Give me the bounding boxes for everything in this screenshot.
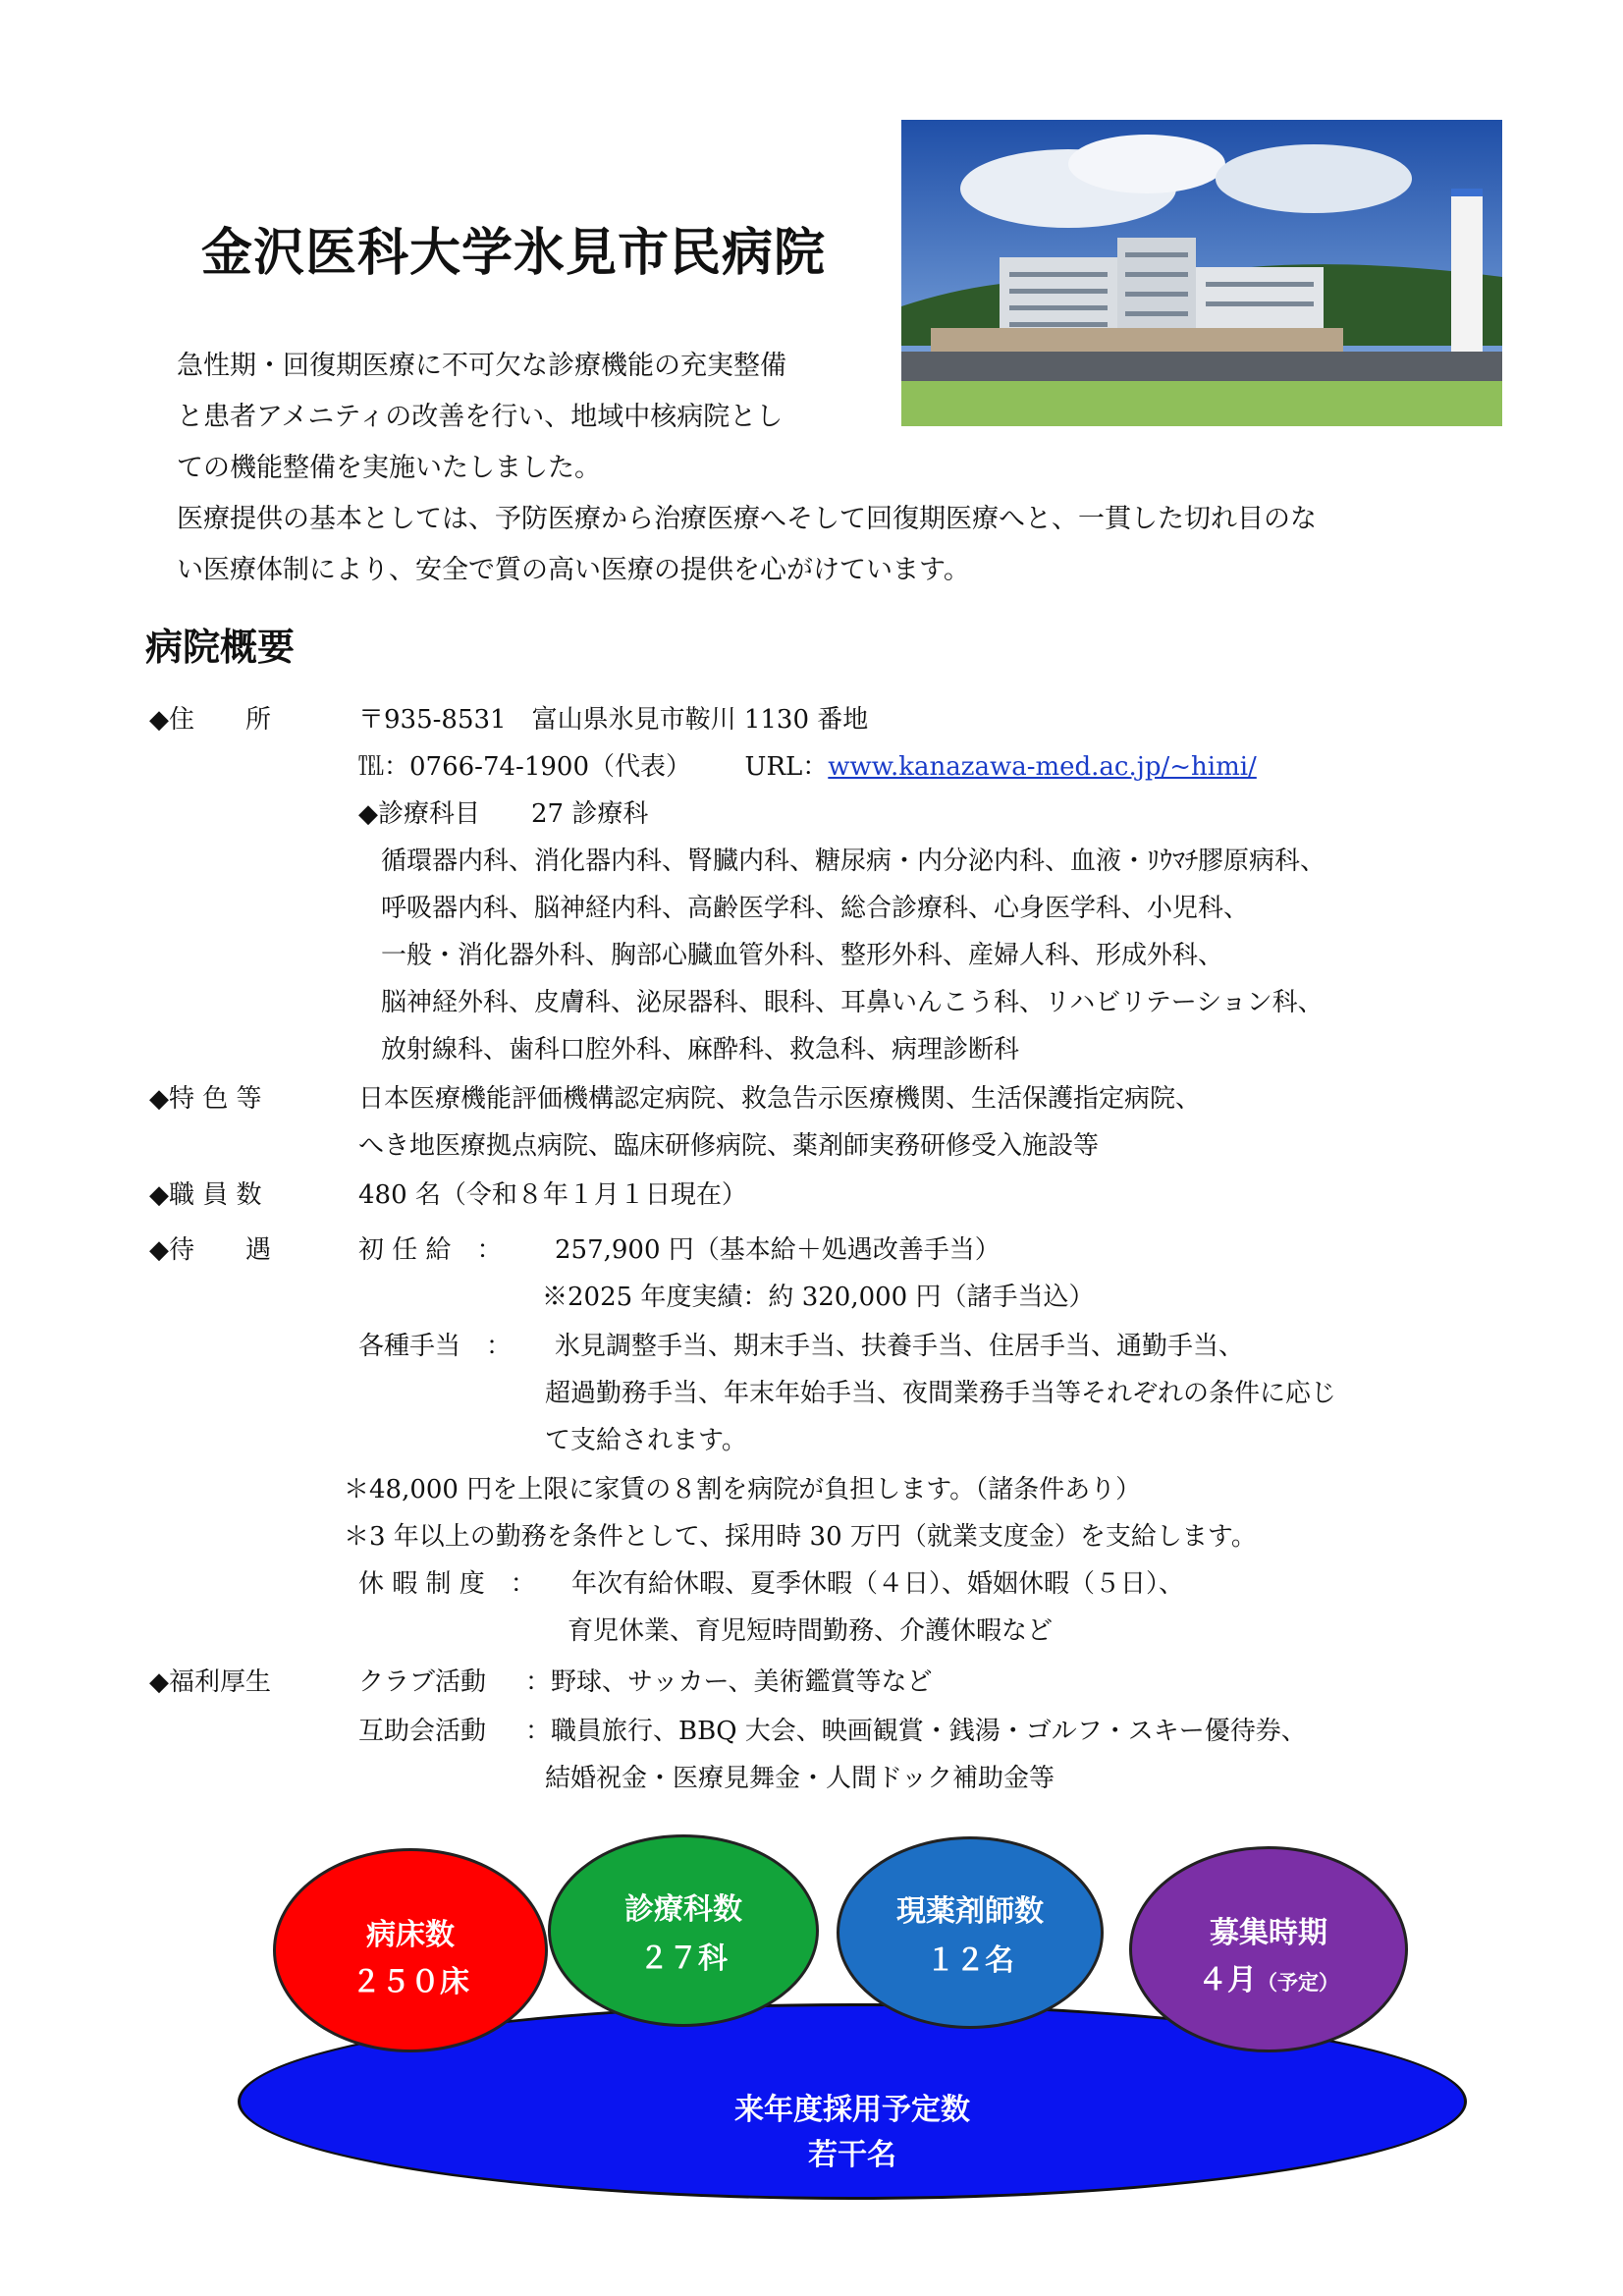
beds-circle bbox=[273, 1848, 548, 2052]
mutual-line: 結婚祝金・医療見舞金・人間ドック補助金等 bbox=[545, 1764, 1055, 1793]
departments-count-title: 診療科数 bbox=[624, 1892, 742, 1927]
salary-label: 初 任 給 ： bbox=[358, 1235, 503, 1265]
intro-line: い医療体制により、安全で質の高い医療の提供を心がけています。 bbox=[177, 555, 970, 585]
allowance-label: 各種手当 ： bbox=[358, 1332, 513, 1361]
address-postal: 〒935-8531 富山県氷見市鞍川 1130 番地 bbox=[358, 705, 869, 735]
recruit-title: 来年度採用予定数 bbox=[734, 2093, 970, 2127]
pharmacists-value: １２名 bbox=[926, 1943, 1014, 1978]
mutual-line: ：職員旅行、BBQ 大会、映画観賞・銭湯・ゴルフ・スキー優待券、 bbox=[525, 1717, 1307, 1746]
treatment-label: ◆待 遇 bbox=[149, 1235, 271, 1265]
features-line: 日本医療機能評価機構認定病院、救急告示医療機関、生活保護指定病院、 bbox=[358, 1084, 1202, 1114]
staff-count: 480 名（令和８年１月１日現在） bbox=[358, 1180, 747, 1210]
intro-line: ての機能整備を実施いたしました。 bbox=[177, 453, 601, 483]
departments-line: 一般・消化器外科、胸部心臓血管外科、整形外科、産婦人科、形成外科、 bbox=[381, 941, 1224, 970]
departments-line: 脳神経外科、皮膚科、泌尿器科、眼科、耳鼻いんこう科、リハビリテーション科、 bbox=[381, 988, 1324, 1017]
intro-line: 医療提供の基本としては、予防医療から治療医療へそして回復期医療へと、一貫した切れ目のな bbox=[177, 504, 1317, 534]
features-label: ◆特 色 等 bbox=[149, 1084, 262, 1114]
hospital-url-link[interactable]: www.kanazawa-med.ac.jp/~himi/ bbox=[828, 752, 1257, 782]
departments-line: 呼吸器内科、脳神経内科、高齢医学科、総合診療科、心身医学科、小児科、 bbox=[381, 894, 1250, 923]
salary-note: ※2025 年度実績：約 320,000 円（諸手当込） bbox=[542, 1283, 1095, 1312]
recruit-period-circle bbox=[1129, 1846, 1408, 2052]
beds-value: ２５０床 bbox=[352, 1965, 469, 1999]
departments-line: 放射線科、歯科口腔外科、麻酔科、救急科、病理診断科 bbox=[381, 1035, 1020, 1065]
club-label: クラブ活動 bbox=[358, 1667, 487, 1697]
beds-title: 病床数 bbox=[366, 1918, 455, 1952]
section-title: 病院概要 bbox=[145, 625, 296, 669]
intro-line: と患者アメニティの改善を行い、地域中核病院とし bbox=[177, 402, 784, 432]
pharmacists-title: 現薬剤師数 bbox=[896, 1894, 1044, 1929]
treatment-note: ＊48,000 円を上限に家賃の８割を病院が負担します。（諸条件あり） bbox=[344, 1475, 1142, 1504]
hospital-photo bbox=[901, 120, 1502, 426]
recruit-value: 若干名 bbox=[808, 2138, 896, 2172]
recruit-period-value bbox=[1132, 1955, 1405, 1998]
salary-value: 257,900 円（基本給＋処遇改善手当） bbox=[555, 1235, 1001, 1265]
recruit-period-note: （予定） bbox=[1257, 1971, 1339, 1995]
welfare-label: ◆福利厚生 bbox=[149, 1667, 271, 1697]
recruit-period-month: ４月 bbox=[1198, 1963, 1257, 1997]
tel-number: ℡：0766-74-1900（代表） bbox=[358, 752, 691, 782]
mutual-label: 互助会活動 bbox=[358, 1717, 487, 1746]
departments-label: ◆診療科目 27 診療科 bbox=[358, 799, 649, 829]
features-line: へき地医療拠点病院、臨床研修病院、薬剤師実務研修受入施設等 bbox=[358, 1131, 1100, 1161]
staff-label: ◆職 員 数 bbox=[149, 1180, 262, 1210]
pharmacists-circle bbox=[837, 1836, 1104, 2029]
leave-line: 年次有給休暇、夏季休暇（４日）、婚姻休暇（５日）、 bbox=[571, 1569, 1185, 1599]
allowance-line: て支給されます。 bbox=[545, 1426, 747, 1455]
departments-count-value: ２７科 bbox=[639, 1941, 728, 1976]
club-value: ：野球、サッカー、美術鑑賞等など bbox=[525, 1667, 933, 1697]
page-title: 金沢医科大学氷見市民病院 bbox=[201, 223, 827, 283]
leave-line: 育児休業、育児短時間勤務、介護休暇など bbox=[568, 1616, 1054, 1646]
allowance-line: 氷見調整手当、期末手当、扶養手当、住居手当、通勤手当、 bbox=[555, 1332, 1245, 1361]
allowance-line: 超過勤務手当、年末年始手当、夜間業務手当等それぞれの条件に応じ bbox=[545, 1379, 1337, 1408]
departments-line: 循環器内科、消化器内科、腎臓内科、糖尿病・内分泌内科、血液・ﾘｳﾏﾁ膠原病科、 bbox=[381, 847, 1326, 876]
departments-circle bbox=[548, 1834, 819, 2027]
intro-line: 急性期・回復期医療に不可欠な診療機能の充実整備 bbox=[177, 351, 786, 381]
treatment-note: ＊3 年以上の勤務を条件として、採用時 30 万円（就業支度金）を支給します。 bbox=[344, 1522, 1257, 1552]
recruit-period-title: 募集時期 bbox=[1210, 1916, 1327, 1950]
url-label: URL： bbox=[744, 752, 829, 782]
address-contact bbox=[358, 746, 1257, 783]
address-label: ◆住 所 bbox=[149, 705, 271, 735]
leave-label: 休 暇 制 度 ： bbox=[358, 1569, 536, 1599]
